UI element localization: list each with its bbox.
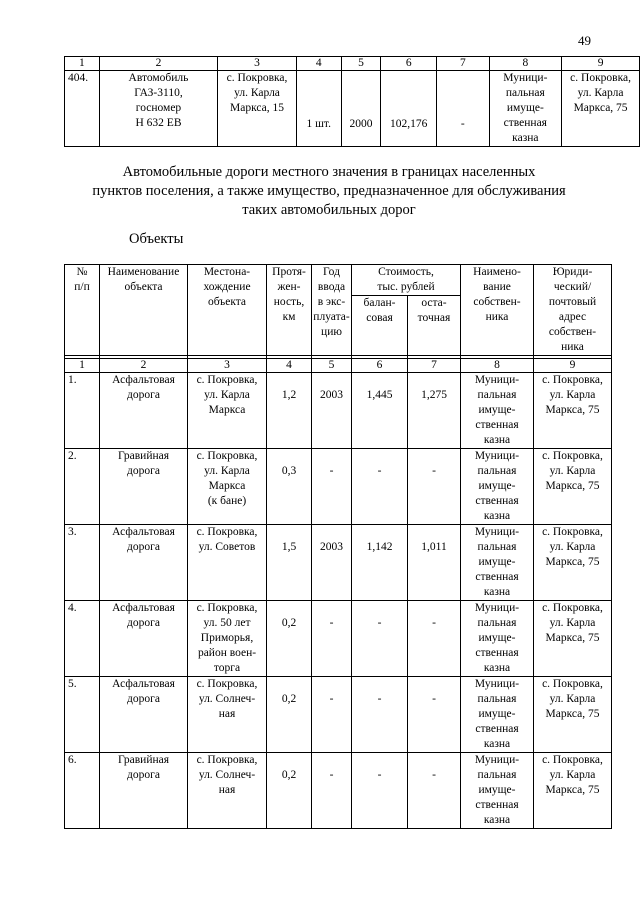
column-number: 9 <box>562 57 640 71</box>
owner: имуще- <box>478 556 516 568</box>
location: ная <box>218 708 236 720</box>
balance-value: - <box>352 449 408 525</box>
owner-cell <box>461 373 534 449</box>
header-text: объекта <box>124 281 163 293</box>
address: ул. Карла <box>549 389 596 401</box>
object-name: дорога <box>127 541 160 553</box>
subheading: Объекты <box>129 231 184 247</box>
owner-cell <box>489 71 562 147</box>
object-name-cell <box>100 373 188 449</box>
owner: Муници- <box>474 754 520 766</box>
address: ул. Карла <box>577 87 624 99</box>
address: с. Покровка, <box>542 526 603 538</box>
header-text: хождение <box>203 281 251 293</box>
address: с. Покровка, <box>542 374 603 386</box>
address: ул. Карла <box>549 541 596 553</box>
length-km: 0,2 <box>267 601 312 677</box>
column-number: 5 <box>312 359 352 373</box>
address: Маркса, 75 <box>545 404 600 416</box>
location: ул. 50 лет <box>203 617 251 629</box>
object-name-cell <box>100 601 188 677</box>
column-number: 3 <box>218 57 297 71</box>
column-number: 2 <box>99 57 217 71</box>
object-name: дорога <box>127 617 160 629</box>
location: Приморья, <box>200 632 254 644</box>
road-rows <box>65 373 612 829</box>
length-km: 0,2 <box>267 753 312 829</box>
location: с. Покровка, <box>196 450 258 462</box>
location: с. Покровка, <box>196 678 258 690</box>
owner: казна <box>483 586 511 598</box>
header-text: вание <box>483 281 511 293</box>
header-text: цию <box>321 326 342 338</box>
column-number: 8 <box>461 359 534 373</box>
address-cell <box>562 71 640 147</box>
table-row <box>65 525 612 601</box>
page-number: 49 <box>578 33 591 48</box>
header-balance <box>352 296 408 356</box>
owner: пальная <box>477 617 517 629</box>
header-cost <box>352 265 461 296</box>
header-num <box>65 265 100 356</box>
row-number: 4. <box>65 601 100 677</box>
address: с. Покровка, <box>542 754 603 766</box>
location: с. Покровка, <box>196 602 258 614</box>
table-row <box>65 71 640 147</box>
quantity: 1 шт. <box>296 71 341 147</box>
owner: ственная <box>475 571 519 583</box>
owner-cell <box>461 601 534 677</box>
residual-value: 1,275 <box>408 373 461 449</box>
header-text: Год <box>323 266 340 278</box>
owner-cell <box>461 753 534 829</box>
table-row <box>65 373 612 449</box>
header-residual <box>408 296 461 356</box>
owner: Муници- <box>503 72 548 84</box>
header-text: Стоимость, <box>378 266 434 278</box>
column-number: 9 <box>534 359 612 373</box>
residual-value: 1,011 <box>408 525 461 601</box>
length-km: 0,2 <box>267 677 312 753</box>
column-number: 5 <box>341 57 381 71</box>
residual-value: - <box>408 449 461 525</box>
owner: имуще- <box>478 784 516 796</box>
header-address <box>534 265 612 356</box>
address-cell <box>534 753 612 829</box>
address: Маркса, 75 <box>545 480 600 492</box>
owner: пальная <box>477 769 517 781</box>
object-name: Гравийная <box>117 754 170 766</box>
header-text: тыс. рублей <box>377 281 435 293</box>
length-km: 0,3 <box>267 449 312 525</box>
address-cell <box>534 677 612 753</box>
owner: ственная <box>475 647 519 659</box>
header-text: объекта <box>207 296 247 308</box>
owner: имуще- <box>478 404 516 416</box>
row-number: 404. <box>65 71 100 147</box>
header-text: Наименование <box>107 266 180 278</box>
commission-year: - <box>312 449 352 525</box>
header-owner <box>461 265 534 356</box>
owner: пальная <box>477 465 517 477</box>
row-number: 1. <box>65 373 100 449</box>
column-number: 7 <box>437 57 489 71</box>
location: ул. Солнеч- <box>198 693 256 705</box>
column-number: 4 <box>267 359 312 373</box>
residual-value: - <box>437 71 489 147</box>
location: ул. Карла <box>234 87 280 99</box>
address: Маркса, 75 <box>545 556 600 568</box>
location: с. Покровка, <box>196 374 258 386</box>
object-name-cell <box>100 677 188 753</box>
header-text: совая <box>366 312 393 325</box>
owner: Муници- <box>474 602 520 614</box>
column-number: 4 <box>296 57 341 71</box>
header-text: точная <box>417 312 451 325</box>
address: Маркса, 75 <box>545 784 600 796</box>
balance-value: - <box>352 677 408 753</box>
object-name: Асфальтовая <box>112 602 175 614</box>
column-number: 6 <box>381 57 437 71</box>
location: ул. Карла <box>204 389 250 401</box>
owner: Муници- <box>474 450 520 462</box>
commission-year: 2003 <box>312 525 352 601</box>
location: торга <box>213 662 241 674</box>
header-text: ника <box>561 341 584 353</box>
owner: ственная <box>503 117 547 129</box>
location: ул. Карла <box>204 465 250 477</box>
object-name: дорога <box>127 465 160 477</box>
owner: казна <box>483 738 511 750</box>
location-cell <box>188 753 267 829</box>
column-number: 1 <box>65 359 100 373</box>
balance-value: 1,445 <box>352 373 408 449</box>
owner: казна <box>483 814 511 826</box>
header-text: почтовый <box>548 296 597 308</box>
location-cell <box>188 601 267 677</box>
location: Маркса <box>208 480 246 492</box>
column-number: 2 <box>100 359 188 373</box>
address-cell <box>534 449 612 525</box>
table-row <box>65 449 612 525</box>
owner: имуще- <box>478 480 516 492</box>
commission-year: - <box>312 753 352 829</box>
header-name <box>100 265 188 356</box>
table-row <box>65 601 612 677</box>
header-text: Протя- <box>272 266 306 278</box>
header-year <box>312 265 352 356</box>
header-length <box>267 265 312 356</box>
owner: ственная <box>475 799 519 811</box>
address: ул. Карла <box>549 693 596 705</box>
column-number: 7 <box>408 359 461 373</box>
owner: пальная <box>477 541 517 553</box>
address: Маркса, 75 <box>573 102 628 114</box>
balance-value: 1,142 <box>352 525 408 601</box>
column-number: 8 <box>489 57 562 71</box>
owner: казна <box>483 434 511 446</box>
header-text: Юриди- <box>552 266 593 278</box>
object-name: дорога <box>127 389 160 401</box>
roads-table <box>64 264 612 829</box>
header-text: ческий/ <box>553 281 592 293</box>
location: с. Покровка, <box>226 72 288 84</box>
location: ная <box>218 784 236 796</box>
object-name-cell <box>99 71 217 147</box>
header-text: собствен- <box>548 326 597 338</box>
object-name-cell <box>100 753 188 829</box>
section-title-line: пунктов поселения, а также имущество, предназначенное для обслуживания <box>92 183 566 199</box>
header-text: ника <box>485 311 509 323</box>
owner: казна <box>483 510 511 522</box>
location: Маркса <box>208 404 246 416</box>
object-name: госномер <box>135 102 182 114</box>
owner: пальная <box>477 693 517 705</box>
address: Маркса, 75 <box>545 632 600 644</box>
owner: Муници- <box>474 526 520 538</box>
row-number: 6. <box>65 753 100 829</box>
header-text: в экс- <box>317 296 346 308</box>
object-name-cell <box>100 449 188 525</box>
owner: казна <box>483 662 511 674</box>
location-cell <box>218 71 297 147</box>
address: ул. Карла <box>549 617 596 629</box>
header-text: п/п <box>74 281 90 293</box>
object-name: Н 632 ЕВ <box>135 117 182 129</box>
object-name: дорога <box>127 693 160 705</box>
address: ул. Карла <box>549 769 596 781</box>
owner-cell <box>461 449 534 525</box>
location: ул. Солнеч- <box>198 769 256 781</box>
owner: имуще- <box>478 632 516 644</box>
object-name-cell <box>100 525 188 601</box>
header-text: Местона- <box>203 266 251 278</box>
header-text: км <box>282 311 296 323</box>
location-cell <box>188 677 267 753</box>
location-cell <box>188 449 267 525</box>
residual-value: - <box>408 601 461 677</box>
column-number: 6 <box>352 359 408 373</box>
table-row <box>65 753 612 829</box>
owner: пальная <box>505 87 545 99</box>
object-name: Асфальтовая <box>112 374 175 386</box>
object-name: ГАЗ-3110, <box>134 87 183 99</box>
address-cell <box>534 525 612 601</box>
location: (к бане) <box>207 495 247 507</box>
owner: ственная <box>475 723 519 735</box>
column-number: 1 <box>65 57 100 71</box>
column-number: 3 <box>188 359 267 373</box>
object-name: Гравийная <box>117 450 170 462</box>
address: ул. Карла <box>549 465 596 477</box>
header-row <box>65 265 612 296</box>
row-number: 2. <box>65 449 100 525</box>
header-text: адрес <box>558 311 587 323</box>
section-title <box>64 163 594 220</box>
location: с. Покровка, <box>196 754 258 766</box>
address: с. Покровка, <box>542 678 603 690</box>
balance-value: - <box>352 753 408 829</box>
location: с. Покровка, <box>196 526 258 538</box>
commission-year: - <box>312 677 352 753</box>
location: ул. Советов <box>198 541 256 553</box>
commission-year: 2003 <box>312 373 352 449</box>
owner: Муници- <box>474 374 520 386</box>
residual-value: - <box>408 677 461 753</box>
header-text: ввода <box>317 281 346 293</box>
owner: Муници- <box>474 678 520 690</box>
row-number: 5. <box>65 677 100 753</box>
header-text: балан- <box>363 297 396 310</box>
commission-year: - <box>312 601 352 677</box>
owner: имуще- <box>506 102 544 114</box>
address-cell <box>534 373 612 449</box>
owner-cell <box>461 525 534 601</box>
location-cell <box>188 373 267 449</box>
header-text: собствен- <box>473 296 521 308</box>
address-cell <box>534 601 612 677</box>
section-title-line: таких автомобильных дорог <box>242 202 416 218</box>
owner: казна <box>512 132 539 144</box>
location: Маркса, 15 <box>230 102 284 114</box>
year: 2000 <box>341 71 381 147</box>
owner: пальная <box>477 389 517 401</box>
length-km: 1,5 <box>267 525 312 601</box>
header-text: плуата- <box>313 311 350 323</box>
location-cell <box>188 525 267 601</box>
vehicle-table <box>64 56 640 147</box>
address: с. Покровка, <box>542 450 603 462</box>
header-location <box>188 265 267 356</box>
balance-value: - <box>352 601 408 677</box>
section-title-line: Автомобильные дороги местного значения в границах населенных <box>122 164 536 180</box>
object-name: Асфальтовая <box>112 678 175 690</box>
table-row <box>65 677 612 753</box>
location: район воен- <box>197 647 257 659</box>
header-text: № <box>76 266 88 278</box>
object-name: дорога <box>127 769 160 781</box>
row-number: 3. <box>65 525 100 601</box>
balance-value: 102,176 <box>381 71 437 147</box>
residual-value: - <box>408 753 461 829</box>
length-km: 1,2 <box>267 373 312 449</box>
owner: имуще- <box>478 708 516 720</box>
address: с. Покровка, <box>542 602 603 614</box>
object-name: Асфальтовая <box>112 526 175 538</box>
header-text: ность, <box>273 296 305 308</box>
owner: ственная <box>475 495 519 507</box>
header-text: жен- <box>277 281 301 293</box>
address: с. Покровка, <box>570 72 631 84</box>
column-number-row <box>65 57 640 71</box>
object-name: Автомобиль <box>128 72 189 84</box>
header-text: оста- <box>421 297 447 310</box>
column-number-row <box>65 359 612 373</box>
owner: ственная <box>475 419 519 431</box>
address: Маркса, 75 <box>545 708 600 720</box>
header-text: Наимено- <box>473 266 521 278</box>
owner-cell <box>461 677 534 753</box>
